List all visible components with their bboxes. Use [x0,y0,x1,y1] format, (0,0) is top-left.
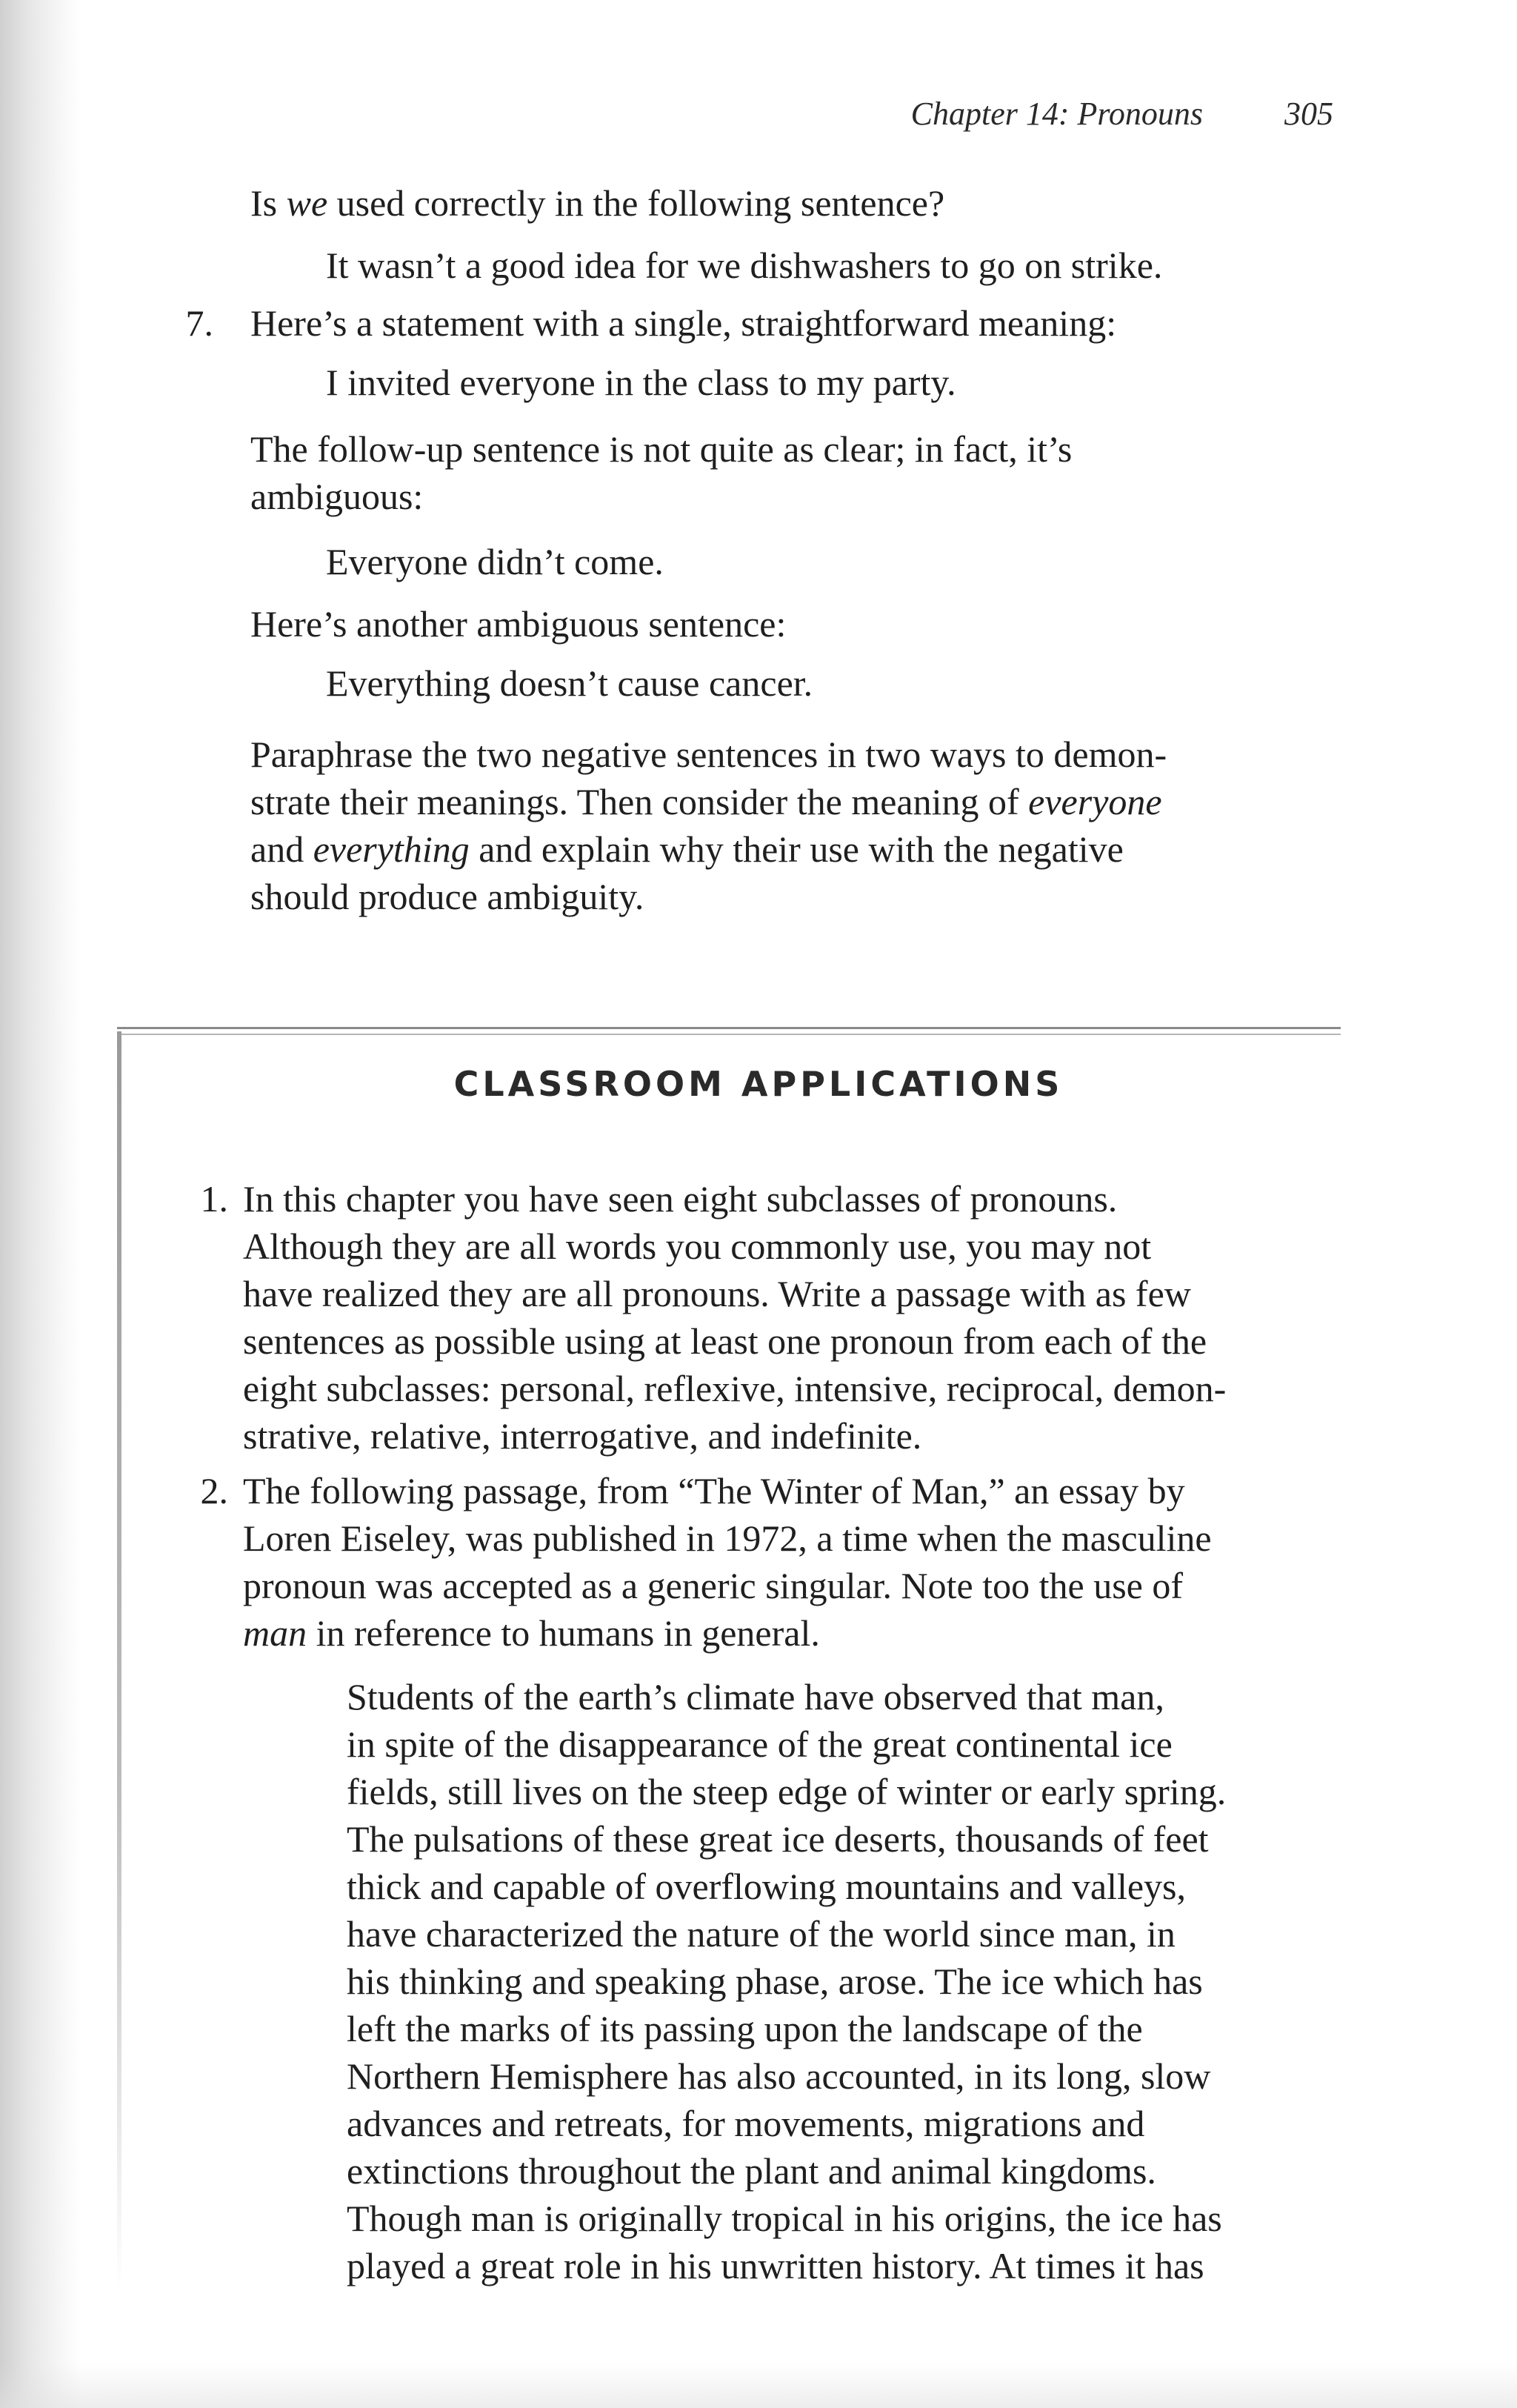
item-7-number: 7. [185,302,213,344]
quote-line: The pulsations of these great ice deserts, thousands of feet [347,1818,1209,1860]
item-1-line: strative, relative, interrogative, and indefinite. [243,1415,922,1457]
paraphrase-line-1: Paraphrase the two negative sentences in two ways to demon- [250,734,1167,775]
section-divider-rule [117,1027,1341,1035]
quote-line: fields, still lives on the steep edge of winter or early spring. [347,1771,1227,1812]
section-heading: CLASSROOM APPLICATIONS [453,1064,1064,1104]
followup-line-1: The follow-up sentence is not quite as clear; in fact, it’s [250,428,1073,470]
item-7-followup [250,425,1072,520]
paraphrase-line-3-emph: everything [313,828,470,870]
paraphrase-line-4: should produce ambiguity. [250,876,644,917]
intro-question-emph: we [286,182,328,224]
page-gutter-shadow [0,0,81,2408]
chapter-title: Chapter 14: Pronouns [910,96,1203,132]
quote-line: left the marks of its passing upon the landscape of the [347,2008,1143,2049]
item-7-another: Here’s another ambiguous sentence: [250,603,787,645]
item-7-paraphrase [250,731,1167,920]
page-bottom-shadow [0,2364,1517,2408]
intro-question-text-1: Is [250,182,287,224]
item-2-line [243,1609,1212,1657]
item-1-line: sentences as possible using at least one pronoun from each of the [243,1320,1207,1362]
item-1-number: 1. [200,1178,228,1220]
item-1-text [243,1175,1226,1460]
quote-line: extinctions throughout the plant and animal kingdoms. [347,2150,1156,2192]
item-2-line: Loren Eiseley, was published in 1972, a time when the masculine [243,1517,1212,1559]
section-box-left-border [117,1031,121,2291]
quote-line: advances and retreats, for movements, migrations and [347,2103,1145,2144]
item-2-line: The following passage, from “The Winter of Man,” an essay by [243,1470,1185,1511]
item-2-line: pronoun was accepted as a generic singular. Note too the use of [243,1565,1184,1606]
item-1-line: In this chapter you have seen eight subclasses of pronouns. [243,1178,1118,1220]
item-1-line: eight subclasses: personal, reflexive, intensive, reciprocal, demon- [243,1368,1227,1409]
quote-line: played a great role in his unwritten history. At times it has [347,2245,1204,2286]
paraphrase-line-2 [250,778,1167,825]
paraphrase-line-3-text-2: and explain why their use with the negative [469,828,1124,870]
quote-line: Students of the earth’s climate have observed that man, [347,1676,1164,1717]
item-2-emph: man [243,1612,307,1654]
running-head [911,95,1333,133]
item-7-statement: Here’s a statement with a single, straightforward meaning: [250,302,1117,344]
item-2-text [243,1467,1212,1657]
quote-line: his thinking and speaking phase, arose. The ice which has [347,1960,1203,2002]
paraphrase-line-3-text-1: and [250,828,313,870]
intro-question-text-2: used correctly in the following sentence? [327,182,945,224]
quote-line: have characterized the nature of the world since man, in [347,1913,1176,1955]
page-number: 305 [1284,96,1333,132]
followup-line-2: ambiguous: [250,476,424,517]
quote-line: Though man is originally tropical in his origins, the ice has [347,2198,1222,2239]
example-sentence-1: It wasn’t a good idea for we dishwashers to go on strike. [326,245,1163,286]
example-sentence-3: Everyone didn’t come. [326,541,664,582]
example-sentence-2: I invited everyone in the class to my party. [326,362,956,403]
item-2-line-rest: in reference to humans in general. [307,1612,820,1654]
item-2-number: 2. [200,1470,228,1511]
block-quote [347,1673,1226,2289]
quote-line: in spite of the disappearance of the great continental ice [347,1723,1173,1765]
item-1-line: Although they are all words you commonly use, you may not [243,1225,1152,1267]
paraphrase-line-2-emph: everyone [1028,781,1162,822]
example-sentence-4: Everything doesn’t cause cancer. [326,662,813,704]
paraphrase-line-2-text: strate their meanings. Then consider the meaning of [250,781,1029,822]
intro-question [250,179,944,227]
quote-line: Northern Hemisphere has also accounted, in its long, slow [347,2055,1211,2097]
quote-line: thick and capable of overflowing mountains and valleys, [347,1866,1187,1907]
item-1-line: have realized they are all pronouns. Write a passage with as few [243,1273,1191,1314]
paraphrase-line-3 [250,825,1167,873]
